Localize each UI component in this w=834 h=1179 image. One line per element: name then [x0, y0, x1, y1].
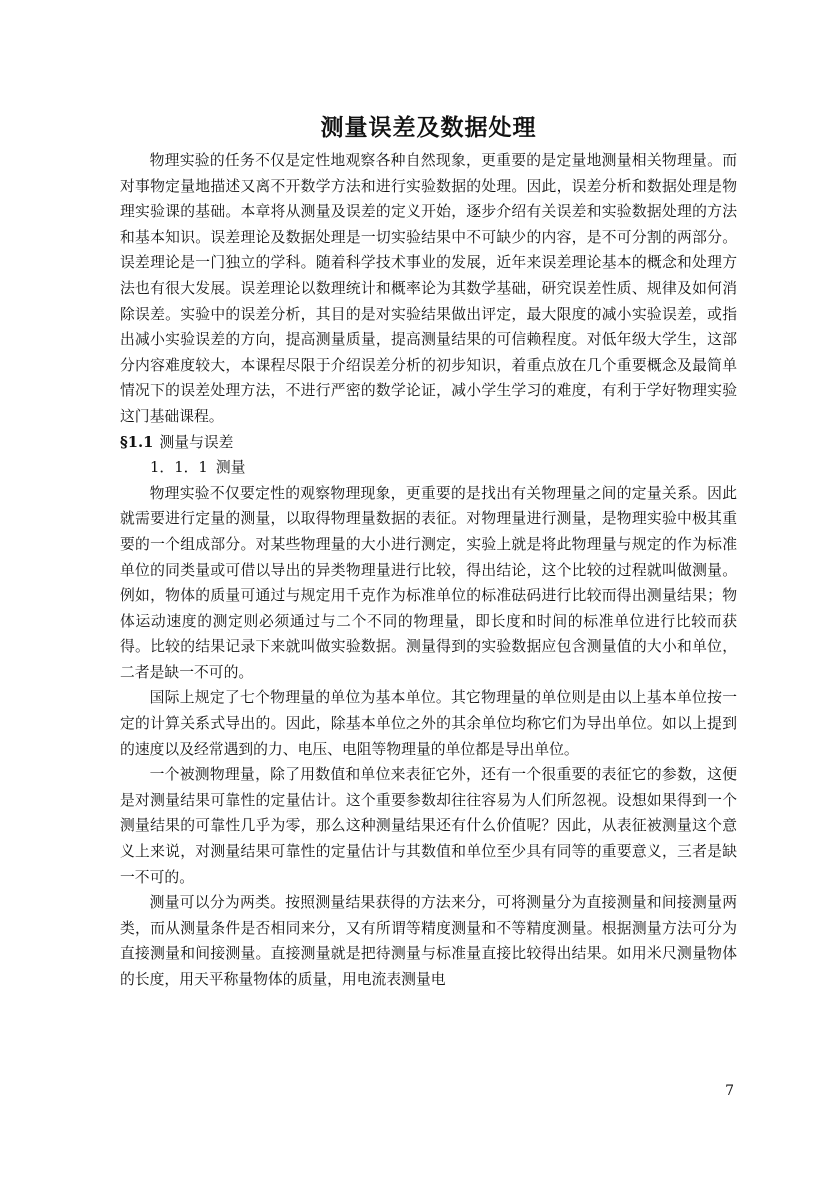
subsection-title: 测量	[215, 459, 246, 477]
subsection-heading	[120, 455, 737, 481]
body-paragraph: 国际上规定了七个物理量的单位为基本单位。其它物理量的单位则是由以上基本单位按一定的计算关系式导出的。因此，除基本单位之外的其余单位均称它们为导出单位。如以上提到的速度以及经常遇到的力、电压、电阻等物理量的单位都是导出单位。	[120, 689, 737, 758]
document-page	[120, 112, 737, 993]
body-paragraph: 测量可以分为两类。按照测量结果获得的方法来分，可将测量分为直接测量和间接测量两类，而从测量条件是否相同来分，又有所谓等精度测量和不等精度测量。根据测量方法可分为直接测量和间接测量。直接测量就是把待测量与标准量直接比较得出结果。如用米尺测量物体的长度，用天平称量物体的质量，用电流表测量电	[120, 894, 737, 988]
body-paragraph: 物理实验不仅要定性的观察物理现象，更重要的是找出有关物理量之间的定量关系。因此就需要进行定量的测量，以取得物理量数据的表征。对物理量进行测量，是物理实验中极其重要的一个组成部分。对某些物理量的大小进行测定，实验上就是将此物理量与规定的作为标准单位的同类量或可借以导出的异类物理量进行比较，得出结论，这个比较的过程就叫做测量。例如，物体的质量可通过与规定用千克作为标准单位的标准砝码进行比较而得出测量结果；物体运动速度的测定则必须通过与二个不同的物理量，即长度和时间的标准单位进行比较而获得。比较的结果记录下来就叫做实验数据。测量得到的实验数据应包含测量值的大小和单位，二者是缺一不可的。	[120, 484, 737, 681]
subsection-number: 1．1．1	[150, 459, 208, 477]
intro-paragraph: 物理实验的任务不仅是定性地观察各种自然现象，更重要的是定量地测量相关物理量。而对事物定量地描述又离不开数学方法和进行实验数据的处理。因此，误差分析和数据处理是物理实验课的基础。本章将从测量及误差的定义开始，逐步介绍有关误差和实验数据处理的方法和基本知识。误差理论及数据处理是一切实验结果中不可缺少的内容，是不可分割的两部分。误差理论是一门独立的学科。随着科学技术事业的发展，近年来误差理论基本的概念和处理方法也有很大发展。误差理论以数理统计和概率论为其数学基础，研究误差性质、规律及如何消除误差。实验中的误差分析，其目的是对实验结果做出评定，最大限度的减小实验误差，或指出减小实验误差的方向，提高测量质量，提高测量结果的可信赖程度。对低年级大学生，这部分内容难度较大，本课程尽限于介绍误差分析的初步知识，着重点放在几个重要概念及最简单情况下的误差处理方法，不进行严密的数学论证，减小学生学习的难度，有利于学好物理实验这门基础课程。	[120, 152, 737, 425]
section-heading	[120, 430, 737, 456]
page-number: 7	[725, 1083, 734, 1099]
document-title: 测量误差及数据处理	[320, 115, 537, 141]
section-title: 测量与误差	[159, 433, 234, 451]
section-number: §1.1	[120, 433, 154, 451]
body-paragraph: 一个被测物理量，除了用数值和单位来表征它外，还有一个很重要的表征它的参数，这便是对测量结果可靠性的定量估计。这个重要参数却往往容易为人们所忽视。设想如果得到一个测量结果的可靠性几乎为零，那么这种测量结果还有什么价值呢？因此，从表征被测量这个意义上来说，对测量结果可靠性的定量估计与其数值和单位至少具有同等的重要意义，三者是缺一不可的。	[120, 766, 737, 886]
